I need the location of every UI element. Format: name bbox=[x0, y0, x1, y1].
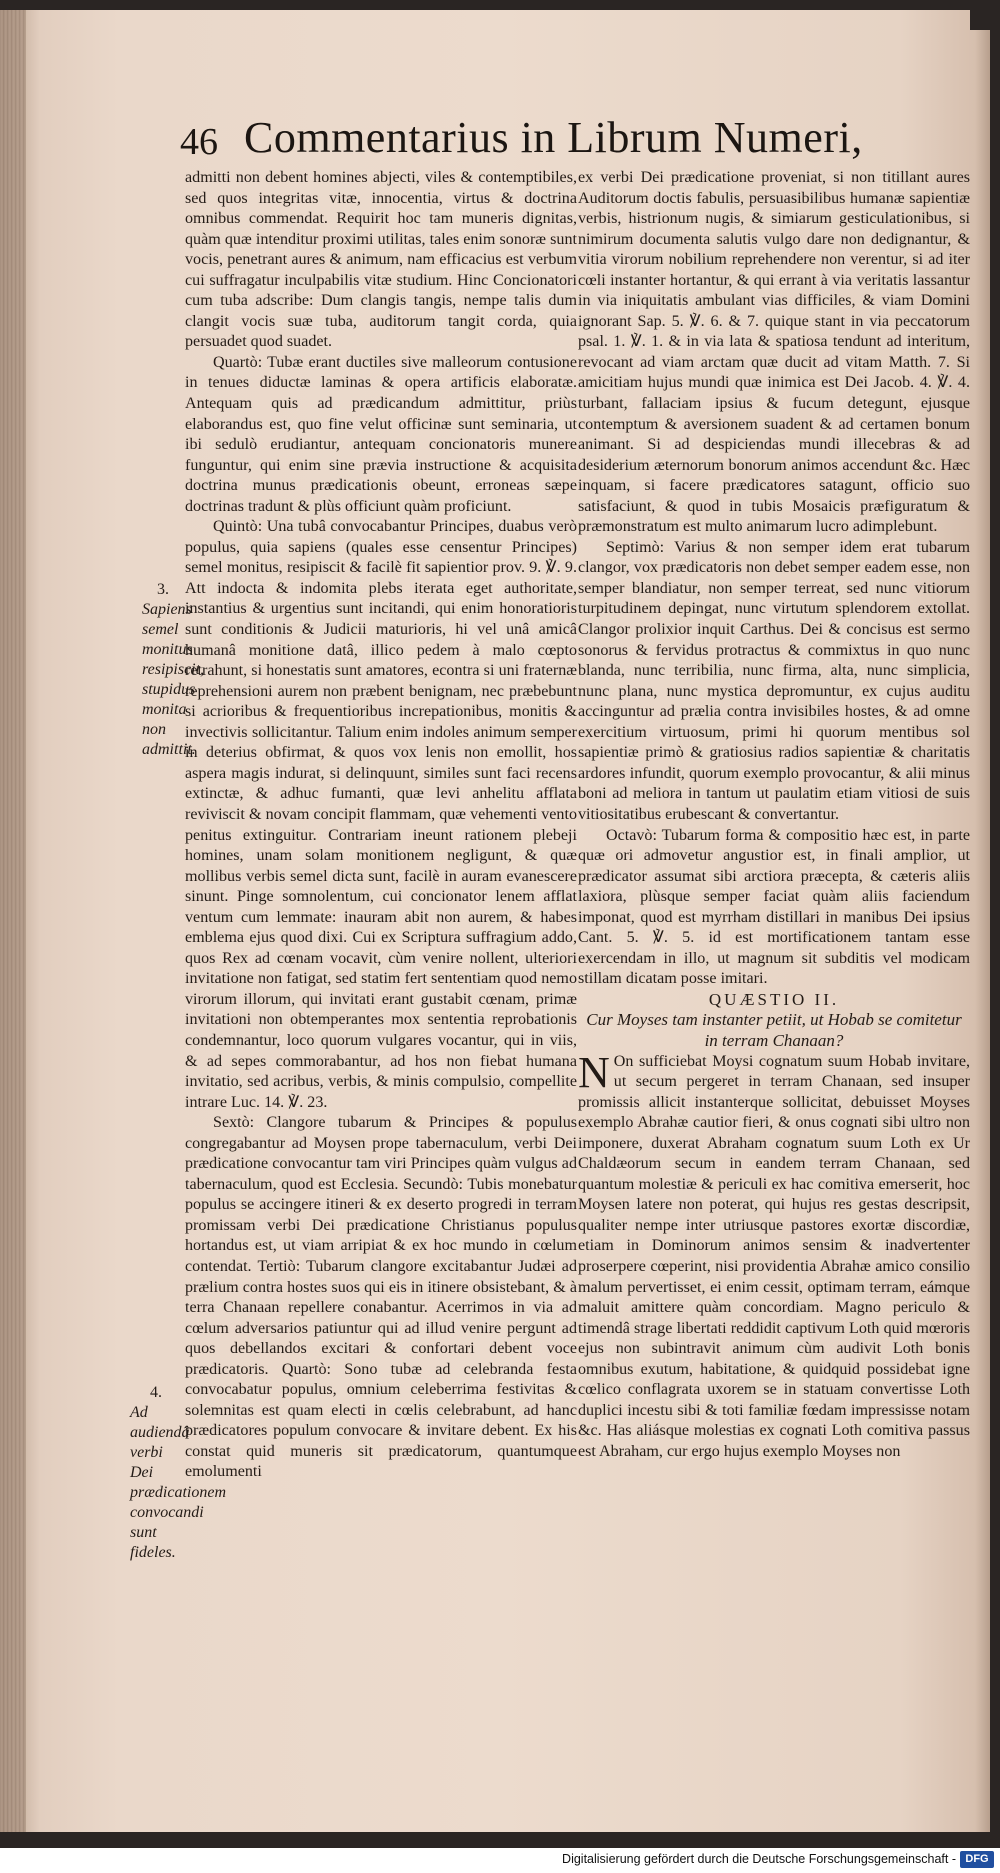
marginal-note-number: 4. bbox=[150, 1384, 162, 1401]
marginal-note-3 bbox=[142, 580, 205, 760]
paragraph: Octavò: Tubarum forma & compositio hæc est, in parte quæ ori admovetur angustior est, in finali amplior, ut prædicator assumat sibi arctiora præcepta, & cæteris aliis laxiora, plùsque semper faciat quàm aliis faciendum imponat, quod est myrrham distillari in manibus Dei ipsius Cant. 5. ℣. 5. id est mortificationem tantam esse exercendam in illo, ut magnum sit subditis vel modicam stillam dicatam posse imitari. bbox=[578, 826, 970, 988]
paragraph: Sextò: Clangore tubarum & Principes & populus congregabantur ad Moysen prope tabernaculum, verbi Dei prædicatione convocantur tam viri Principes quàm vulgus ad tabernaculum, quod est Ecclesia. Secundò: Tubis monebatur populus se accingere itineri & ex deserto progredi in terram promissam verbi Dei prædicatione Christianus populus hortandus est, ut viam arripiat & ex hoc mundo in cœlum contendat. Tertiò: Tubarum clangore excitabantur Judæi ad prælium contra hostes suos qui eis in itinere obsistebant, & à terra Chanaan repellere conabantur. Acerrimos in via ad cœlum adversarios patiuntur qui ad illud venire pergunt ad quos debellandos excitari & confortari debent voce prædicatoris. Quartò: Sono tubæ ad celebranda festa convocabatur populus, omnium celeberrima festivitas & solemnitas est quam electi in cœlis celebrabunt, ad hanc prædicatores populum convocare & invitare debent. Ex his constat quid muneris sit prædicatorum, quantumque emolumenti bbox=[185, 1114, 577, 1481]
marginal-note-text: Ad audiendâ verbi Dei prædicationem convocandi sunt fideles. bbox=[130, 1404, 226, 1561]
left-column bbox=[185, 168, 577, 1483]
footer-credit: Digitalisierung gefördert durch die Deutsche Forschungsgemeinschaft - bbox=[562, 1852, 956, 1866]
digitization-footer bbox=[0, 1848, 1000, 1873]
question-heading: QUÆSTIO II. bbox=[708, 989, 840, 1009]
page-edge-stack bbox=[0, 10, 26, 1832]
marginal-note-4 bbox=[130, 1383, 226, 1563]
paragraph bbox=[578, 1047, 970, 1463]
paragraph: admitti non debent homines abjecti, viles & contemptibiles, sed quos integritas vitæ, innocentia, virtus & doctrina omnibus commendat. Requirit hoc tam muneris dignitas, quàm quæ intenditur proximi utilitas, tales enim sonoræ sunt vocis, penetrant aures & animum, nam efficacius est verbum cui suffragatur inculpabilis vitæ studium. Hinc Concionatori cum tuba adscribe: Dum clangis tangis, nempe talis dum clangit vocis suæ tuba, auditorum tangit corda, quia persuadet quod suadet. bbox=[185, 169, 577, 351]
paragraph: Quintò: Una tubâ convocabantur Principes, duabus verò populus, quia sapiens (quales esse censentur Principes) semel monitus, resipiscit & facilè fit sapientior prov. 9. ℣. 9. Att indocta & indomita plebs iterata eget authoritate, instantius & urgentius sunt incitandi, qui enim honoratioris sunt conditionis & Judicii maturioris, hi vel unâ amicâ humanâ monitione datâ, illico pedem à malo cœpto retrahunt, si honestatis sunt amatores, econtra si uni fraternæ reprehensioni aurem non præbent benignam, nec præbebunt si acrioribus & frequentioribus increpationibus, monitis & invectivis sollicitantur. Talium enim indoles animum semper in deterius obfirmat, & quos vox lenis non emollit, hos aspera magis indurat, si delinquunt, similes sunt faci recens extinctæ, & adhuc fumanti, quæ levi anhelitu afflata reviviscit & novam concipit flammam, quæ vehementi vento penitus extinguitur. Contrariam ineunt rationem plebeji homines, unam solam monitionem negligunt, & quæ mollibus verbis semel dicta sunt, facilè in auram evanescere sinunt. Pinge somnolentum, cui concionator lenem afflat ventum cum lemmate: inauram abit non aurem, & habes emblema ejus quod dixi. Cui ex Scriptura suffragium addo, quos Rex ad cœnam vocavit, cùm venire nollent, ulteriori invitatione non fatigat, sed statim fert sententiam quod nemo virorum illorum, qui invitati erant gustabit cœnam, primæ invitationi non obtemperantes mox sententia reprobationis condemnantur, loco quorum vulgares vocantur, qui in viis, & ad sepes commorabantur, ad hos non fiebat humana invitatio, sed acribus, verbis, & minis compulsio, compellite intrare Luc. 14. ℣. 23. bbox=[185, 518, 577, 1111]
paragraph: Quartò: Tubæ erant ductiles sive malleorum contusione in tenues diductæ laminas & opera artificis elaboratæ. Antequam quis ad prædicandum admittitur, priùs elaborandus est, quo fine velut officinæ sunt seminaria, ut ibi sedulò erudiantur, antequam concionatoris munere funguntur, qui enim sine prævia instructione & acquisita doctrina munus prædicationis obeunt, erroneas sæpe doctrinas tradunt & plùs officiunt quàm proficiunt. bbox=[185, 353, 577, 515]
marginal-note-number: 3. bbox=[157, 581, 169, 598]
question-subtitle: Cur Moyses tam instanter petiit, ut Hobab se comitetur in terram Chanaan? bbox=[586, 1010, 962, 1050]
marginal-note-text: Sapiens semel monitus resipiscit, stupidus monita non admittit. bbox=[142, 601, 205, 758]
drop-cap: N bbox=[578, 1047, 610, 1097]
running-title: Commentarius in Librum Numeri, bbox=[244, 113, 863, 162]
page-corner bbox=[970, 10, 990, 30]
page-number: 46 bbox=[180, 121, 218, 163]
paragraph-text: On sufficiebat Moysi cognatum suum Hobab invitare, ut secum pergeret in terram Chanaan, sed insuper promissis allicit instanterque sollicitat, debuisset Moyses exemplo Abrahæ cautior fieri, & onus cognati sibi ultro non imponere, duxerat Abraham cognatum suum Loth ex Ur Chaldæorum secum in eandem terram Chanaan, sed quantum molestiæ & periculi ex hac comitiva emerserit, hoc Moysen latere non poterat, qui hujus res gestas descripsit, qualiter nempe inter utriusque pastores exortæ discordiæ, etiam in Dominorum animos sensim & inadvertenter proserpere cœperint, nisi providentia Abrahæ amico consilio malum pervertisset, ei enim cessit, optimam terram, eámque maluit amittere quàm concordiam. Magno periculo & timendâ strage libertati reddidit captivum Loth quid mœroris ejus non subintravit animum cùm audivit Loth bonis omnibus exutum, habitatione, & quidquid possidebat igne cœlico conflagrata uxorem se in statuam convertisse Loth duplici incestu sibi & toti familiæ fœdam impressisse notam &c. Has aliásque molestias ex cognati Loth comitiva passus est Abraham, cur ergo hujus exemplo Moyses non bbox=[578, 1052, 970, 1460]
paragraph: Septimò: Varius & non semper idem erat tubarum clangor, vox prædicatoris non debet semper eadem esse, non semper blandiatur, non semper terreat, sed nunc vitiorum turpitudinem depingat, nunc virtutum splendorem extollat. Clangor prolixior inquit Carthus. Dei & concisus est sermo sonorus & fervidus protractus & commixtus in quo nunc blanda, nunc terribilia, nunc firma, alta, nunc simplicia, nunc plana, nunc mystica depromuntur, ex cujus auditu accinguntur ad prælia contra invisibiles hostes, & ad omne exercitium virtuosum, primi hi quorum mentibus sol sapientiæ primò & gratiosius radios sapientiæ & charitatis ardores infundit, quorum exemplo provocantur, & alii minus boni ad meliora in tantum ut paulatim etiam vitiosi de suis vitiositatibus erubescant & convertantur. bbox=[578, 538, 970, 823]
right-column bbox=[578, 168, 970, 1462]
paragraph: ex verbi Dei prædicatione proveniat, si non titillant aures Auditorum doctis fabulis, persuasibilibus humanæ sapientiæ verbis, histrionum nugis, & simiarum gesticulationibus, si nimirum documenta salutis vulgo dare non dedignantur, & vitia virorum nobilium reprehendere non verentur, si ad iter cœli instanter hortantur, & qui errant à via veritatis lassantur in via iniquitatis ambulant vias difficiles, & viam Domini ignorant Sap. 5. ℣. 6. & 7. quique stant in via peccatorum psal. 1. ℣. 1. & in via lata & spatiosa tendunt ad interitum, revocant ad viam arctam quæ ducit ad vitam Matth. 7. Si amicitiam hujus mundi quæ inimica est Dei Jacob. 4. ℣. 4. turbant, fallaciam ipsius & fucum detegunt, ejusque contemptum & aversionem suadent & ad certamen bonum animant. Si ad despiciendas mundi illecebras & ad desiderium æternorum bonorum animos accendunt &c. Hæc inquam, si facere prædicatores satagunt, officio suo satisfaciunt, & quod in tubis Mosaicis præfiguratum & præmonstratum est multo animarum lucro adimplebunt. bbox=[578, 169, 970, 536]
dfg-logo-icon: DFG bbox=[960, 1851, 994, 1868]
